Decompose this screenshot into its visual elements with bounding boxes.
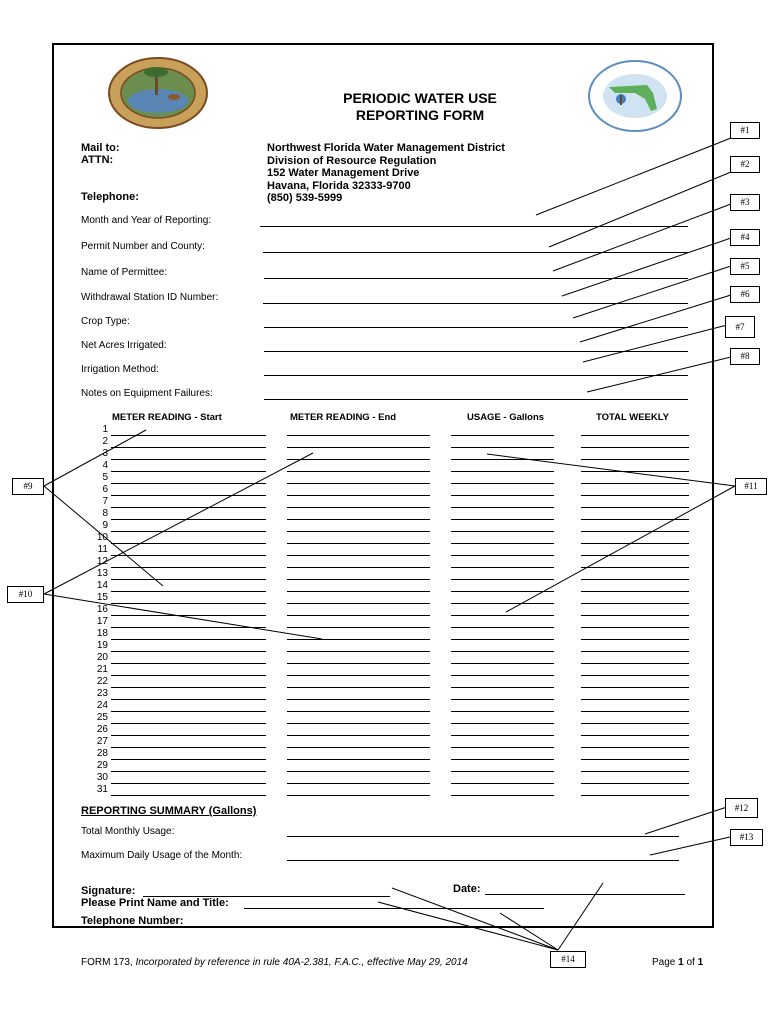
row-number: 5 <box>102 472 108 483</box>
telephone-label: Telephone: <box>81 191 139 203</box>
row-number: 16 <box>96 604 108 615</box>
row-number: 20 <box>96 652 108 663</box>
field-label: Name of Permittee: <box>81 267 168 278</box>
page-prefix: Page <box>652 957 679 968</box>
page-total: 1 <box>697 957 704 968</box>
row-number: 9 <box>102 520 108 531</box>
summary-heading: REPORTING SUMMARY (Gallons) <box>81 805 257 817</box>
callout-box: #13 <box>730 829 763 846</box>
row-number: 2 <box>102 436 108 447</box>
address-line: Division of Resource Regulation <box>267 154 437 167</box>
row-number: 10 <box>96 532 108 543</box>
field-label: Withdrawal Station ID Number: <box>81 292 219 303</box>
page-of: of <box>683 957 698 968</box>
date-label: Date: <box>453 883 481 895</box>
incorporated-text: Incorporated by reference in rule 40A-2.381, F.A.C., effective May 29, 2014 <box>135 957 468 968</box>
col-header-end: METER READING - End <box>290 412 397 423</box>
row-number: 6 <box>102 484 108 495</box>
field-label: Net Acres Irrigated: <box>81 340 167 351</box>
row-number: 14 <box>96 580 108 591</box>
row-number: 1 <box>102 424 108 435</box>
row-number: 24 <box>96 700 108 711</box>
col-header-usage: USAGE - Gallons <box>467 412 545 423</box>
address-line: Havana, Florida 32333-9700 <box>267 179 411 192</box>
row-number: 7 <box>102 496 108 507</box>
page-indicator <box>652 957 703 968</box>
row-number: 27 <box>96 736 108 747</box>
field-label: Irrigation Method: <box>81 364 159 375</box>
title-line-2: REPORTING FORM <box>355 107 485 123</box>
row-number: 3 <box>102 448 108 459</box>
row-number: 13 <box>96 568 108 579</box>
form-number: FORM 173, <box>81 957 133 968</box>
callout-box: #6 <box>730 286 760 303</box>
col-header-total-weekly: TOTAL WEEKLY <box>596 412 670 423</box>
callout-box: #9 <box>12 478 44 495</box>
title-line-1: PERIODIC WATER USE <box>343 90 497 106</box>
col-header-start: METER READING - Start <box>112 412 222 423</box>
address-line: (850) 539-5999 <box>267 192 343 204</box>
row-number: 30 <box>96 772 108 783</box>
field-label: Notes on Equipment Failures: <box>81 388 213 399</box>
row-number: 18 <box>96 628 108 639</box>
max-daily-label: Maximum Daily Usage of the Month: <box>81 850 243 861</box>
callout-box: #2 <box>730 156 760 173</box>
callout-box: #5 <box>730 258 760 275</box>
row-number: 8 <box>102 508 108 519</box>
signature-label: Signature: <box>81 885 136 897</box>
attn-label: ATTN: <box>81 154 114 166</box>
address-line: Northwest Florida Water Management District <box>267 142 505 154</box>
footer-form-reference <box>81 957 468 968</box>
callout-box: #8 <box>730 348 760 365</box>
callout-box: #4 <box>730 229 760 246</box>
field-label: Permit Number and County: <box>81 241 205 252</box>
row-number: 28 <box>96 748 108 759</box>
page-number: 1 <box>678 957 684 968</box>
telephone-number-label: Telephone Number: <box>81 915 184 927</box>
row-number: 31 <box>96 784 108 795</box>
callout-box: #3 <box>730 194 760 211</box>
print-name-label: Please Print Name and Title: <box>81 897 229 909</box>
callout-box: #12 <box>725 798 758 818</box>
row-number: 26 <box>96 724 108 735</box>
row-number: 17 <box>96 616 108 627</box>
total-monthly-label: Total Monthly Usage: <box>81 826 175 837</box>
mail-to-label: Mail to: <box>81 142 120 154</box>
callout-box: #7 <box>725 316 755 338</box>
row-number: 11 <box>97 544 108 555</box>
callout-box: #11 <box>735 478 767 495</box>
row-number: 12 <box>96 556 108 567</box>
field-label: Month and Year of Reporting: <box>81 215 212 226</box>
address-line: 152 Water Management Drive <box>267 167 420 179</box>
row-number: 21 <box>96 664 108 675</box>
callout-box: #10 <box>7 586 44 603</box>
row-number: 19 <box>96 640 108 651</box>
row-number: 22 <box>96 676 108 687</box>
field-label: Crop Type: <box>81 316 130 327</box>
row-number: 15 <box>96 592 108 603</box>
row-number: 23 <box>96 688 108 699</box>
row-number: 4 <box>102 460 108 471</box>
callout-box: #14 <box>550 951 586 968</box>
callout-box: #1 <box>730 122 760 139</box>
row-number: 29 <box>96 760 108 771</box>
row-number: 25 <box>96 712 108 723</box>
